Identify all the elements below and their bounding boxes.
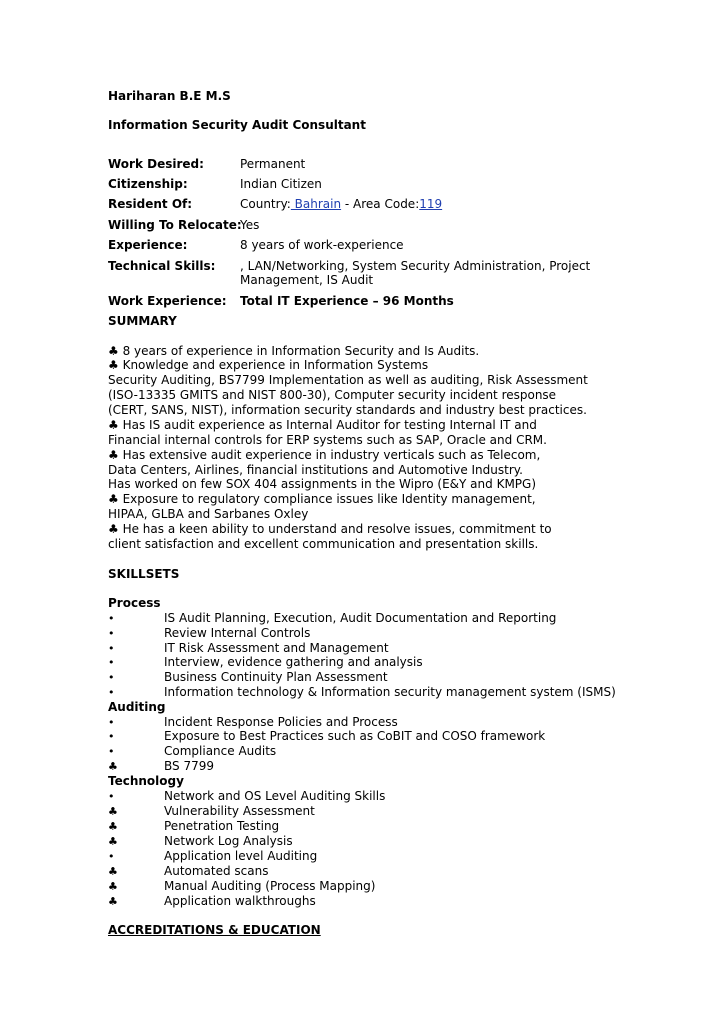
skillsets-heading: SKILLSETS xyxy=(108,567,180,581)
club-bullet-icon: ♣ xyxy=(108,492,119,506)
list-item: Interview, evidence gathering and analysis xyxy=(164,655,423,669)
list-item: Application level Auditing xyxy=(164,849,318,863)
list-item: Incident Response Policies and Process xyxy=(164,715,398,729)
bullet-icon: • xyxy=(108,656,115,669)
job-title: Information Security Audit Consultant xyxy=(108,118,366,132)
accreditations-heading: ACCREDITATIONS & EDUCATION xyxy=(108,923,321,937)
auditing-heading: Auditing xyxy=(108,700,166,714)
bullet-icon: • xyxy=(108,730,115,743)
list-item: Financial internal controls for ERP systems such as SAP, Oracle and CRM. xyxy=(108,433,547,447)
club-bullet-icon: ♣ xyxy=(108,880,118,893)
bullet-icon: • xyxy=(108,850,115,863)
list-item: ♣ He has a keen ability to understand and resolve issues, commitment to xyxy=(108,522,552,536)
list-item: Application walkthroughs xyxy=(164,894,316,908)
list-item: (CERT, SANS, NIST), information security standards and industry best practices. xyxy=(108,403,587,417)
list-item: Automated scans xyxy=(164,864,269,878)
list-item: Manual Auditing (Process Mapping) xyxy=(164,879,376,893)
list-item: Information technology & Information security management system (ISMS) xyxy=(164,685,616,699)
experience-value: 8 years of work-experience xyxy=(240,238,404,252)
list-item: Network and OS Level Auditing Skills xyxy=(164,789,386,803)
resident-of-label: Resident Of: xyxy=(108,197,193,211)
list-item: Business Continuity Plan Assessment xyxy=(164,670,388,684)
technical-skills-label: Technical Skills: xyxy=(108,259,216,273)
work-desired-label: Work Desired: xyxy=(108,157,204,171)
country-prefix: Country: xyxy=(240,197,291,211)
technical-skills-value-line1: , LAN/Networking, System Security Administration, Project xyxy=(240,259,591,273)
club-bullet-icon: ♣ xyxy=(108,895,118,908)
list-item: Has worked on few SOX 404 assignments in the Wipro (E&Y and KMPG) xyxy=(108,477,537,491)
list-item: Review Internal Controls xyxy=(164,626,311,640)
club-bullet-icon: ♣ xyxy=(108,418,119,432)
list-item: HIPAA, GLBA and Sarbanes Oxley xyxy=(108,507,309,521)
club-bullet-icon: ♣ xyxy=(108,358,119,372)
citizenship-label: Citizenship: xyxy=(108,177,188,191)
list-item: (ISO-13335 GMITS and NIST 800-30), Computer security incident response xyxy=(108,388,557,402)
candidate-name: Hariharan B.E M.S xyxy=(108,89,231,103)
relocate-value: Yes xyxy=(240,218,260,232)
resident-of-value xyxy=(240,197,442,212)
bullet-icon: • xyxy=(108,686,115,699)
list-item: Network Log Analysis xyxy=(164,834,293,848)
club-bullet-icon: ♣ xyxy=(108,344,119,358)
bullet-icon: • xyxy=(108,671,115,684)
club-bullet-icon: ♣ xyxy=(108,835,118,848)
work-desired-value: Permanent xyxy=(240,157,306,171)
citizenship-value: Indian Citizen xyxy=(240,177,322,191)
list-item: client satisfaction and excellent communication and presentation skills. xyxy=(108,537,539,551)
club-bullet-icon: ♣ xyxy=(108,805,118,818)
club-bullet-icon: ♣ xyxy=(108,448,119,462)
club-bullet-icon: ♣ xyxy=(108,865,118,878)
area-code-prefix: - Area Code: xyxy=(341,197,420,211)
bullet-icon: • xyxy=(108,612,115,625)
list-item: ♣ Has extensive audit experience in industry verticals such as Telecom, xyxy=(108,448,541,462)
bullet-icon: • xyxy=(108,745,115,758)
list-item: IT Risk Assessment and Management xyxy=(164,641,389,655)
bullet-icon: • xyxy=(108,790,115,803)
list-item: BS 7799 xyxy=(164,759,214,773)
technology-heading: Technology xyxy=(108,774,184,788)
list-item: Compliance Audits xyxy=(164,744,277,758)
list-item: IS Audit Planning, Execution, Audit Documentation and Reporting xyxy=(164,611,557,625)
list-item: Exposure to Best Practices such as CoBIT and COSO framework xyxy=(164,729,546,743)
club-bullet-icon: ♣ xyxy=(108,522,119,536)
technical-skills-value-line2: Management, IS Audit xyxy=(240,273,374,287)
list-item: ♣ 8 years of experience in Information Security and Is Audits. xyxy=(108,344,480,358)
bullet-icon: • xyxy=(108,627,115,640)
relocate-label: Willing To Relocate: xyxy=(108,218,242,232)
bullet-icon: • xyxy=(108,716,115,729)
work-experience-value: Total IT Experience – 96 Months xyxy=(240,294,454,308)
list-item: ♣ Has IS audit experience as Internal Auditor for testing Internal IT and xyxy=(108,418,537,432)
list-item: ♣ Knowledge and experience in Information Systems xyxy=(108,358,429,372)
work-experience-label: Work Experience: xyxy=(108,294,227,308)
area-code-link[interactable]: 119 xyxy=(419,197,443,211)
list-item: Data Centers, Airlines, financial institutions and Automotive Industry. xyxy=(108,463,523,477)
list-item: Vulnerability Assessment xyxy=(164,804,315,818)
list-item: Penetration Testing xyxy=(164,819,280,833)
country-link[interactable]: Bahrain xyxy=(290,197,342,211)
process-heading: Process xyxy=(108,596,161,610)
list-item: Security Auditing, BS7799 Implementation as well as auditing, Risk Assessment xyxy=(108,373,588,387)
experience-label: Experience: xyxy=(108,238,188,252)
bullet-icon: • xyxy=(108,642,115,655)
summary-heading: SUMMARY xyxy=(108,314,177,328)
list-item: ♣ Exposure to regulatory compliance issues like Identity management, xyxy=(108,492,536,506)
club-bullet-icon: ♣ xyxy=(108,760,118,773)
club-bullet-icon: ♣ xyxy=(108,820,118,833)
